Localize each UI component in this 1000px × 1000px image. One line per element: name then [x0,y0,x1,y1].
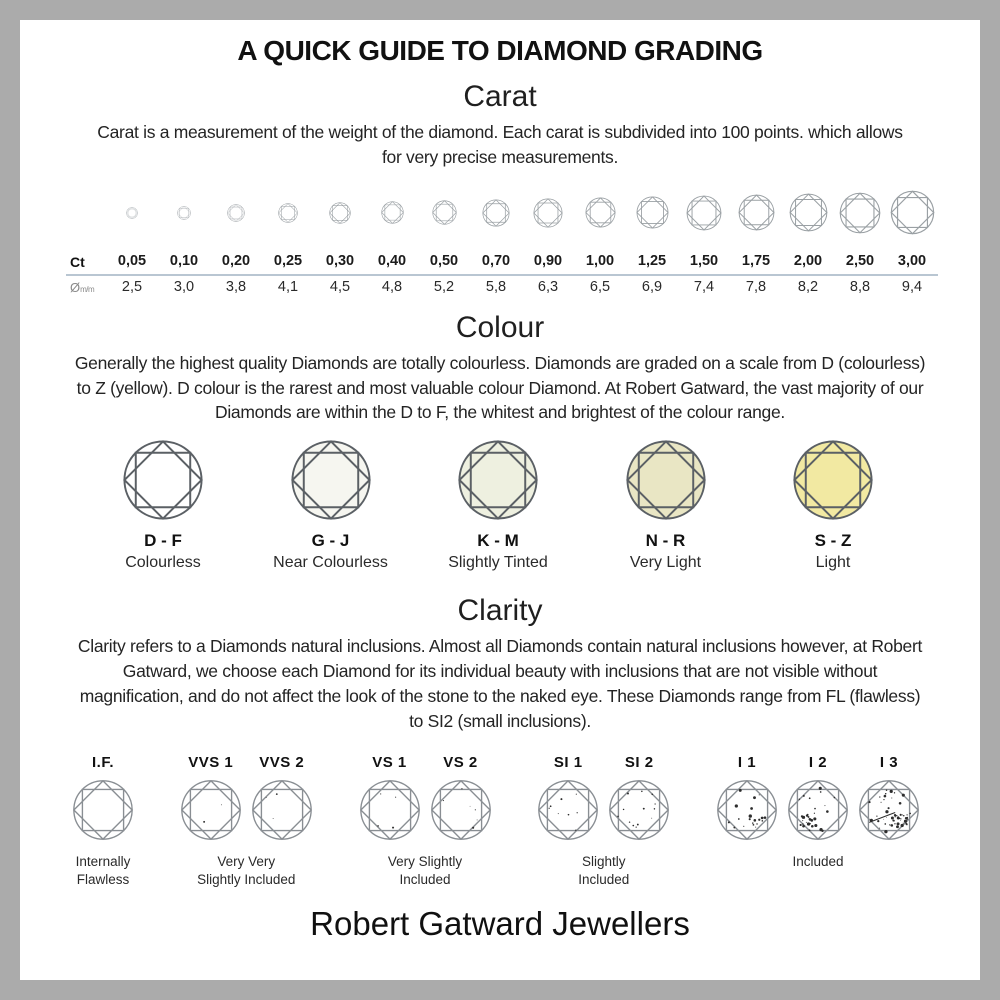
clarity-stone [716,754,778,841]
clarity-stones [359,754,492,841]
clarity-group-label: Slightly Included [578,853,630,887]
clarity-grade-name: I 1 [737,753,757,771]
diamond-icon [430,779,492,841]
carat-ct-value: 0,10 [169,252,199,269]
carat-ct-value: 0,30 [325,252,355,269]
clarity-stone [537,754,599,841]
colour-grade-card [88,439,238,572]
carat-mm-value: 7,8 [745,278,767,295]
carat-diamond-cell [834,190,886,235]
clarity-stones [537,754,670,841]
clarity-grade-name: VVS 1 [188,753,234,771]
diamond-icon [890,190,935,235]
carat-ct-value: 0,05 [117,252,147,269]
diamond-icon [789,193,828,232]
brand-name: Robert Gatward Jewellers [310,905,690,943]
carat-ct-value: 0,70 [481,252,511,269]
diamond-icon [251,779,313,841]
diamond-icon [177,206,191,220]
clarity-grade-name: I.F. [91,753,114,771]
clarity-stone [180,754,242,841]
colour-grade-range: K - M [477,531,519,551]
carat-mm-value: 6,3 [537,278,559,295]
clarity-stones [716,754,920,841]
carat-diamond-cell [158,190,210,235]
colour-description: Generally the highest quality Diamonds are totally colourless. Diamonds are graded on a scale from D (colourless) to Z (yellow). D colour is the rarest and most valuable colour Diamond. At Robert Gatward, the vast majority of our Diamonds are within the D to F, the whitest and brightest of the colour range. [74,352,926,423]
carat-diamond-row [66,188,938,238]
diamond-icon [585,197,616,228]
colour-grade-card [256,439,406,572]
carat-heading: Carat [463,80,537,113]
carat-diamond-cell [730,190,782,235]
clarity-stones [72,754,134,841]
clarity-stones [180,754,313,841]
clarity-grade-group [72,754,134,889]
colour-grade-label: Colourless [125,554,201,572]
carat-mm-value: 8,2 [797,278,819,295]
diamond-icon [792,439,874,521]
colour-grade-range: N - R [645,531,686,551]
diamond-icon [686,195,722,231]
carat-description: Carat is a measurement of the weight of the diamond. Each carat is subdivided into 100 points. which allows for very precise measurements. [97,122,903,167]
colour-grade-label: Very Light [629,554,702,572]
clarity-section [20,594,980,889]
diamond-icon [625,439,707,521]
diamond-icon [716,779,778,841]
carat-diamond-cell [678,190,730,235]
clarity-stone [787,754,849,841]
carat-mm-value: 8,8 [849,278,871,295]
diamond-icon [738,194,775,231]
diamond-icon [381,201,404,224]
colour-grade-range: D - F [144,531,182,551]
clarity-grade-group [359,754,492,889]
carat-mm-value: 6,5 [589,278,611,295]
colour-grade-row [88,439,908,572]
clarity-group-label: Included [792,853,844,869]
clarity-grade-name: VS 2 [443,753,478,771]
carat-diamond-cell [782,190,834,235]
diamond-icon [290,439,372,521]
diamond-icon [227,204,245,222]
carat-mm-value: 7,4 [693,278,715,295]
diamond-icon [839,192,881,234]
carat-mm-value: 2,5 [121,278,143,295]
carat-diamond-cell [574,190,626,235]
diamond-icon [432,200,457,225]
carat-ct-value: 3,00 [897,252,927,269]
carat-diamond-cell [106,190,158,235]
clarity-grade-name: SI 1 [553,753,583,771]
colour-grade-card [591,439,741,572]
carat-ct-value: 0,25 [273,252,303,269]
carat-section [20,80,980,300]
carat-size-chart [66,188,938,300]
diamond-icon [533,198,563,228]
diamond-icon [636,196,669,229]
colour-section [20,311,980,573]
diamond-icon [537,779,599,841]
carat-diamond-cell [626,190,678,235]
diamond-icon [482,199,510,227]
colour-grade-label: Light [815,554,851,572]
diamond-icon [457,439,539,521]
carat-mm-value: 5,8 [485,278,507,295]
clarity-group-label: Very Slightly Included [387,853,463,887]
diameter-symbol: Ø [70,280,81,296]
colour-grade-card [423,439,573,572]
carat-ct-value: 0,20 [221,252,251,269]
clarity-grade-group [537,754,670,889]
carat-ct-value: 2,00 [793,252,823,269]
carat-mm-value: 4,8 [381,278,403,295]
diamond-icon [608,779,670,841]
diamond-icon [72,779,134,841]
clarity-grade-name: I 3 [879,753,899,771]
carat-ct-value: 1,75 [741,252,771,269]
carat-mm-value: 3,8 [225,278,247,295]
carat-ct-value: 0,50 [429,252,459,269]
clarity-stone [430,754,492,841]
carat-diamond-cell [470,190,522,235]
clarity-grade-group [180,754,313,889]
clarity-grade-group [716,754,920,889]
clarity-grade-row [72,754,920,889]
carat-diamond-cell [262,190,314,235]
clarity-heading: Clarity [457,594,543,628]
carat-diamond-cell [366,190,418,235]
carat-mm-values [106,276,938,300]
clarity-stone [72,754,134,841]
carat-ct-value: 0,90 [533,252,563,269]
clarity-grade-name: I 2 [808,753,828,771]
carat-diamond-cell [522,190,574,235]
clarity-group-label: Very Very Slightly Included [197,853,296,887]
clarity-grade-name: SI 2 [624,753,654,771]
carat-ct-label: Ct [70,253,85,270]
carat-diameter-label [66,280,106,295]
carat-diamond-cell [314,190,366,235]
carat-ct-value: 0,40 [377,252,407,269]
carat-mm-value: 4,1 [277,278,299,295]
colour-grade-range: G - J [311,531,350,551]
carat-mm-value: 3,0 [173,278,195,295]
clarity-grade-name: VVS 2 [259,753,305,771]
carat-mm-row [66,276,938,300]
clarity-description: Clarity refers to a Diamonds natural inclusions. Almost all Diamonds contain natural inclusions however, at Robert Gatward, we choose each Diamond for its individual beauty with inclusions that are not visible without magnification, and do not affect the look of the stone to the naked eye. These Diamonds range from FL (flawless) to SI2 (small inclusions). [77,636,923,731]
diamond-icon [180,779,242,841]
diamond-icon [858,779,920,841]
diamond-icon [787,779,849,841]
carat-diamond-cell [886,190,938,235]
clarity-stone [251,754,313,841]
carat-ct-value: 1,25 [637,252,667,269]
clarity-stone [608,754,670,841]
diamond-icon [329,202,351,224]
page-title: A QUICK GUIDE TO DIAMOND GRADING [237,35,763,66]
colour-grade-label: Slightly Tinted [448,554,548,572]
diamond-icon [122,439,204,521]
diamond-icon [359,779,421,841]
clarity-stone [359,754,421,841]
carat-ct-values [106,250,938,274]
diameter-unit: m/m [80,285,95,295]
carat-diamond-cell [210,190,262,235]
carat-mm-value: 5,2 [433,278,455,295]
carat-ct-value: 2,50 [845,252,875,269]
carat-diamond-cells [106,190,938,235]
colour-heading: Colour [455,310,545,344]
carat-ct-value: 1,00 [585,252,615,269]
carat-mm-value: 6,9 [641,278,663,295]
carat-ct-value: 1,50 [689,252,719,269]
diamond-icon [278,203,298,223]
colour-grade-label: Near Colourless [273,554,388,572]
clarity-grade-name: VS 1 [372,753,407,771]
diamond-icon [126,207,138,219]
colour-grade-range: S - Z [814,531,852,551]
carat-diamond-cell [418,190,470,235]
clarity-stone [858,754,920,841]
carat-mm-value: 9,4 [901,278,923,295]
poster-content [20,35,980,995]
clarity-group-label: Internally Flawless [75,853,131,887]
carat-mm-value: 4,5 [329,278,351,295]
carat-ct-row [66,250,938,274]
colour-grade-card [758,439,908,572]
